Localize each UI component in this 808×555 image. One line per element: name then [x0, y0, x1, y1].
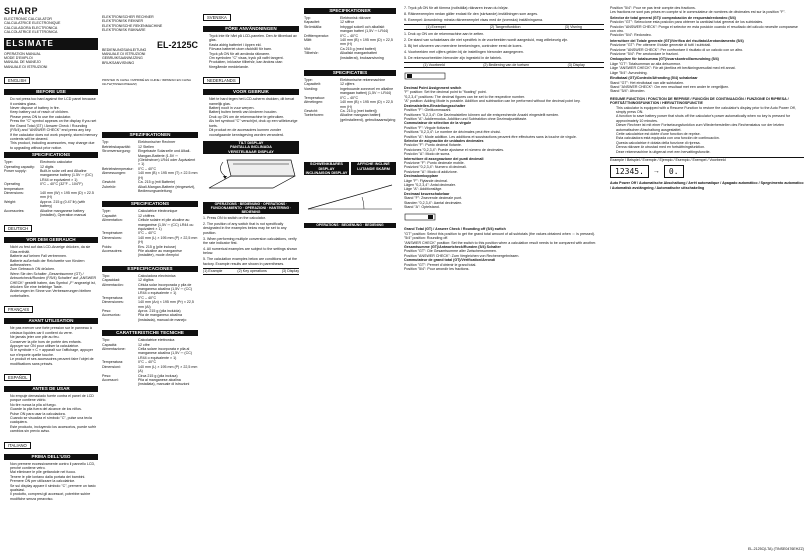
operations-legend: (1) Example (2) Key operations (3) Display	[203, 269, 299, 274]
spec-heading-fr: SPECIFICATIONS	[102, 201, 198, 207]
list-item: • Druk op ON om de rekenmachine te gebruiken.	[209, 115, 299, 119]
auto-power-off-label: Auto Power Off / Automatische Abschaltung / Arrêt automatique / Apagado automático / Spegnimento automatico / Automatisk avstängning / Automatische uitschakeling	[610, 181, 804, 190]
footer-code: EL-2125C(LTA) (TINSE0476EHZZ)	[748, 546, 804, 551]
list-item: • Press the "C" symbol appears on the display if you set the Grand Total (GT) / Answer Check / Rounding (F/5/4) and "ANSWER CHECK" end press any key.	[10, 119, 98, 132]
list-item: • Questa calcolatrice è dotata della funzione di ripresa.	[616, 141, 804, 145]
column-5	[404, 6, 604, 551]
operations-col-labels: OPERATIONS · BEDIENUNG · BEDIENING	[304, 223, 396, 227]
tilt-display-label: TILT DISPLAY PANTALLA INCLINADA VERSTELBAAR DISPLAY	[203, 141, 299, 154]
nl-heading: VOOR GEBRUIK	[203, 89, 299, 95]
sv-heading: FÖRE ANVÄNDNINGEN	[203, 26, 299, 32]
legend-nl: (1) Voorbeeld (2) Bediening van de toetsen (3) Display	[404, 62, 604, 68]
list-item: • Il prodotto, compresi gli accessori, potrebbe subire modifiche senza preavviso.	[10, 492, 98, 501]
spec-table-it: Tipo: Calcolatrice elettronica Capacità: 12 cifre Alimentazione: Cella solare incorporata e pila al manganese alcalina (1,5V ⎓ (CC) LR44 o equivalente × 1) Temperatura: 0°C – 40°C Dimensioni: 140 mm (L) × 195 mm (P) × 22,5 mm (A) Peso: Circa 215 g (pila inclusa) Accessori: Pila al manganese alcalina (installata), manuale di istruzioni	[102, 338, 198, 387]
list-item: • No tire nunca la pila al fuego.	[10, 403, 98, 407]
spec-table-es: Tipo: Calculadora electrónica Capacidad: 12 dígitos Alimentación: Célula solar incorporada y pila de manganeso alcalina (1,5V ⎓ (CC) LR44 o equivalente × 1) Temperatura: 0°C – 40°C Dimensiones: 140 mm (An) × 195 mm (Pr) × 22,5 mm (Al) Peso: Aprox. 215 g (pila incluida) Accesorios: Pila de manganeso alcalina (instalada), manual de manejo	[102, 273, 194, 322]
tilt-label-fr: AFFICHE INCLINÉ LUTANDE SKÄRM	[351, 162, 396, 175]
operations-text: 1. Press ON to switch on the calculator. 2. The position of any switch that is not specifically designated in the examples below may be set to any position. 3. When performing multiple conversion calculations, verify the rate indicator first. 4. All numerical examples are subject to the settings shown below. 5. The calculation examples below are conditions set at the factory. Example results are shown in parentheses.	[203, 216, 298, 266]
list-item: • Pulse ON para usar la calculadora.	[10, 412, 98, 416]
spec-table-nl: Type: Elektronische rekenmachine Capaciteit: 12 cijfers Voeding: Ingebouwde zonnecel en alkaline mangaan batterij (1,5V ⎓ LR44) Temperatuur: 0°C – 40°C Afmetingen: 140 mm (B) × 195 mm (D) × 22,5 mm (H) Gewicht: Ca. 215 g (met batterij) Toebehoren: Alkaline mangaan batterij (geïnstalleerd), gebruiksaanwijzing	[304, 78, 396, 122]
lang-tag-nederlands: NEDERLANDS	[203, 77, 240, 84]
list-item: • Produkten, inklusive tillbehör, kan ändras utan föregående meddelande.	[209, 60, 299, 69]
column-1	[4, 6, 98, 551]
list-item: • Batterie auf keinen Fall verbrennen.	[10, 254, 98, 258]
operations-header: OPERATIONS · BEDIENUNG · OPERATIONS · FUNCIONAMIENTO · OPERAZIONI · HANTERING · BEDIENING	[203, 202, 299, 214]
calc-display-after: 0.	[664, 165, 684, 178]
list-item: • Premere ON per utilizzare la calcolatrice.	[10, 479, 98, 483]
before-use-heading: BEFORE USE	[4, 89, 98, 95]
lang-tag-svenska: SVENSKA	[203, 14, 231, 21]
gt-switch-lines: "GT" position: Select this position to get the grand total amount of all subtotals (the values obtained when ＝ is pressed). "5/4" position: Rounding off. "ANSWER CHECK" position: Set the switch to this position when a calculation result needs to be compared with another. Gesamtsumme (GT)/Antwortcheck/Runden (5/4) Schalter Position "GT": Die Gesamtsumme aller Zwischensummen. Position "ANSWER CHECK": Zum Vergleichen von Rechenergebnissen. Commutateur de grand total (GT)/Vérification/Arrondi Position "GT": Permet d'obtenir le grand total. Position "5/4": Pour arrondir les fractions.	[404, 231, 597, 272]
model-number: EL-2125C	[156, 40, 198, 50]
lang-tag-francais: FRANÇAIS	[4, 306, 33, 313]
list-item: • Förvara batteriet utom räckhåll för barn.	[209, 47, 299, 51]
list-item: • Se sul display appare il simbolo "C", premere un tasto qualsiasi.	[10, 484, 98, 493]
decimal-switch-title: Decimal Point Assignment switch	[404, 86, 462, 91]
list-item: • This product, including accessories, may change due to upgrading without prior notice.	[10, 141, 98, 150]
list-item: • Si le symbole « C » apparaît sur l'affichage, appuyer sur n'importe quelle touche.	[10, 348, 98, 357]
list-item: • A function to save battery power that shuts off the calculator's power automatically when no key is pressed for approximately 10 minutes.	[616, 114, 804, 123]
it-heading: PRIMA DELL'USO	[4, 454, 98, 460]
titles-right: ELEKTRONISCHER RECHNER ELEKTRONISK REKNER ELEKTRONISCHE REKENMACHINE ELEKTRONISK RÄKNARE	[102, 15, 163, 33]
decimal-switch-icon	[404, 71, 464, 81]
arrow-right-icon: →	[652, 168, 660, 176]
list-item: • Dieser Rechner ist mit einer Fortsetzungsfunktion zum Wiederherstellen des Rechenstatus vor der letzten automatischen Abschaltung ausgestattet.	[616, 123, 804, 132]
calc-display-before: 12345.	[610, 165, 649, 178]
list-item: • Appuyer sur ON pour utiliser la calculatrice.	[10, 344, 98, 348]
list-item: • Änderungen im Sinne von Verbesserungen bleiben vorbehalten.	[10, 289, 98, 298]
list-item: • Batterij buiten bereik van kinderen houden.	[209, 110, 299, 114]
list-item: • Denna räknare är utrustad med en fortsättningsfunktion.	[616, 145, 804, 149]
list-item: • Ne pas exercer une forte pression sur le panneau à cristaux liquides car il contient du verre.	[10, 326, 98, 335]
list-item: • Guarde la pila fuera del alcance de los niños.	[10, 407, 98, 411]
list-item: • Dit product en de accessoires kunnen zonder voorafgaande kennisgeving worden veranderd.	[209, 128, 299, 137]
intro-text-nl: 1. Druk op ON om de rekenmachine aan te zetten. 2. De stand van schakelaars die niet specifiek in de voorbeelden wordt aangeduid, mag willekeurig zijn. 3. Bij het uitvoeren van meerdere berekeningen, controleer eerst de koers. 4. Voorbeelden met cijfers gelden bij de instellingen hieronder aangegeven. 5. De rekenvoorbeelden hieronder zijn ingesteld in de fabriek.	[404, 32, 569, 60]
spec-heading-nl: SPECIFICATIES	[304, 70, 396, 76]
es-list	[4, 394, 98, 434]
list-item: • Mai eliminare le pile gettandole nel fuoco.	[10, 470, 98, 474]
example-row	[610, 165, 804, 178]
tilt-labels-row	[304, 162, 396, 175]
list-item: • Zum Gebrauch ON drücken.	[10, 267, 98, 271]
list-item: • Tryck inte för hårt på LCD-panelen. Den är tillverkad av glas.	[209, 34, 299, 43]
spec-heading-de: SPEZIFIKATIONEN	[102, 132, 198, 138]
resume-title: RESUME FUNCTION / FONCTION DE REPRISE / FUNCIÓN DE CONTINUACIÓN / FUNZIONE DI RIPRESA / FORTSÄTTNINGSFUNKTION / HERVATTINGSFUNCTIE	[610, 96, 789, 106]
rounding-lines: Position "5/4": Pour ne pas tenir compte des fractions. Les fractions ne sont pas prises en compte si le commutateur de nombres de décimales est sur la position "F". Selector de total general (GT)/ comprobación de respuesta/redondeo (5/4) Posición "GT": Seleccione esta posición para obtener la cantidad total general de los subtotales. Posición "ANSWER CHECK": Ponga el selector en esta posición cuando el resultado del cálculo necesite compararse con otro. Posición "5/4": Redondeo. Interruttore del Totale generale (GT)/Verifica del risultato/Arrotondamento (5/4) Posizione "GT": Per ottenere il totale generale di tutti i subtotali. Posizione "ANSWER CHECK": Per confrontare il risultato di un calcolo con un altro. Posizione "5/4": Per arrotondare le frazioni. Omkopplare för totalsumma (GT)/svarskontroll/avrundning (5/4) Läge "GT": Totalsumman av alla delsummor. Läge "ANSWER CHECK": För att jämföra ett beräkningsresultat med ett annat. Läge "5/4": Avrundning. Eindtotaal (GT)/Controle/Afronding (5/4) schakelaar Stand "GT": Het eindtotaal van alle subtotalen. Stand "ANSWER CHECK": Om een resultaat met een ander te vergelijken. Stand "5/4": Afronden.	[610, 6, 798, 94]
list-item: • Cuando se visualiza el símbolo "C", pulse una tecla cualquiera.	[10, 416, 98, 425]
list-item: • Niet te hard tegen het LCD-scherm drukken, dit bevat namelijk glas.	[209, 97, 299, 106]
column-6	[610, 6, 804, 551]
lang-tag-english: ENGLISH	[4, 77, 30, 84]
legend-sv: (1) Exempel (2) Tangentfunktion (3) Visning	[404, 24, 604, 30]
spec-table-de: Typ: Elektronischer Rechner Betriebskapazität: 12 Stellen Stromversorgung: Eingebaute Solarzelle und Alkali-Mangan-Batterie (1.5V ⎓ (Gleichstrom) LR44 oder Äquivalent × 1) Betriebstemperatur: 0°C – 40°C Abmessungen: 140 mm (B) × 195 mm (T) × 22.5 mm (H) Gewicht: Ca. 215 g (mit Batterie) Zubehör: Alkali-Mangan-Batterie (eingesetzt), Bedienungsanleitung	[102, 140, 198, 193]
list-item: • Non premere eccessivamente contro il pannello LCD, perché contiene vetro.	[10, 462, 98, 471]
list-item: • Cette calculatrice est dotée d'une fonction de reprise.	[616, 132, 804, 136]
list-item: • Please press ON to use the calculator.	[10, 115, 98, 119]
resume-list	[610, 106, 804, 154]
lang-tag-italiano: ITALIANO	[4, 442, 31, 449]
list-item: • No empuje demasiado fuerte contra el panel de LCD porque contiene vidrio.	[10, 394, 98, 403]
list-item: • Tryck på ON för att använda räknaren.	[209, 52, 299, 56]
titles-left: ELECTRONIC CALCULATOR CALCULATRICE ELECTRONIQUE CALCULADORA ELECTRONICA CALCOLATRICE ELETTRONICA	[4, 17, 61, 35]
column-4	[304, 6, 396, 551]
list-item: • Conserver la pile hors de portée des enfants.	[10, 340, 98, 344]
spec-heading-en: SPECIFICATIONS	[4, 152, 98, 158]
list-item: • Wenn Sie den Schalter „Gesamtsumme (GT) / Antwortcheck/Runden (F/5/4) Schalter“ auf „ANSWER CHECK“ gestellt haben, das Symbol „F“ angezeigt ist, drücken Sie eine beliebige Taste.	[10, 272, 98, 290]
list-item: • Batterij nooit in vuur werpen.	[209, 106, 299, 110]
list-item: • Tenere le pile lontano dalla portata dei bambini.	[10, 475, 98, 479]
list-item: • Esta calculadora está equipada con una función de continuación.	[616, 136, 804, 140]
lang-tag-espanol: ESPAÑOL	[4, 374, 31, 381]
spec-table-fr: Type: Calculatrice électronique Capacité: 12 chiffres Alimentation: Cellule solaire et pile alcaline au manganèse (1,5V ⎓ (CC) LR44 ou équivalent × 1) Température: 0°C – 40°C Dimensions: 140 mm (L) × 195 mm (P) × 22,5 mm (H) Poids: Env. 215 g (pile incluse) Accessoires: Pile alcaline au manganèse (installée), mode d'emploi	[102, 209, 198, 258]
lang-tag-deutsch: DEUTSCH	[4, 225, 32, 232]
list-item: • Ne jamais jeter une pile au feu.	[10, 335, 98, 339]
list-item: • Deze rekenmachine is uitgerust met een hervattingsfunctie.	[616, 150, 804, 154]
spec-heading-sv: SPECIFIKATIONER	[304, 8, 396, 14]
spec-heading-es: ESPECIFICACIONES	[102, 266, 198, 272]
printed-note: PRINTED IN CHINA / IMPRIMÉ EN CHINE / IMPRESO EN CHINA 01LTW(TINSE0476EHZZ)	[102, 78, 192, 86]
example-label: Example / Beispiel / Exemple / Ejemplo / Esempio / Exempel / Voorbeeld	[610, 157, 804, 162]
list-item: • Om symbolen "C" visas, tryck på valfri tangent.	[209, 56, 299, 60]
list-item: • Le produit et ses accessoires peuvent faire l'objet de modifications sans préavis.	[10, 357, 98, 366]
tilt-label-de: SCHWENKBARES DISPLAY INCLINAISON DISPLAY	[305, 162, 348, 175]
column-3	[203, 6, 299, 551]
nl-list	[203, 97, 299, 137]
list-item: • Never dispose of battery in fire.	[10, 106, 98, 110]
list-item: • Nicht zu fest auf das LCD-Anzeige drücken, da sie Glas enthält.	[10, 245, 98, 254]
product-logo: ELSIMATE	[4, 38, 98, 50]
list-item: • This calculator is equipped with a Resume Function to restore the calculator's display prior to the Auto Power Off, simply press ON.	[616, 106, 804, 115]
de-heading: VOR DEM GEBRAUCH	[4, 237, 98, 243]
column-2	[102, 6, 198, 551]
fr-list	[4, 326, 98, 366]
sv-list	[203, 34, 299, 69]
list-item: • If the calculator does not work properly, stored memory contents will be cleared.	[10, 133, 98, 142]
spec-table-sv: Typ: Elektronisk räknare Kapacitet: 12 siffror Strömkälla: Inbyggd solcell och alkaliskt mangan batteri (1,5V ⎓ LR44) Drifttemperatur: 0°C – 40°C Mått: 140 mm (B) × 195 mm (D) × 22,5 mm (H) Vikt: Ca 215 g (med batteri) Tillbehör: Alkaliskt manganbatteri (installerat), bruksanvisning	[304, 16, 393, 60]
intro-text: 7. Tryck på ON för att tömma (nollställa) räknaren innan du börjar. 8. Räkneexemplen nedan gäller endast för den (skrivande) inställningen som anges. 9. Exempel: Avrundning: minsta räkneexemplet visas med de (svenska) inställningarna.	[404, 6, 543, 22]
calculator-angle-illustration	[304, 175, 396, 215]
list-item: • Batterie außerhalb der Reichweite von Kindern aufbewahren.	[10, 259, 98, 268]
spec-table-en: Type: Electronic calculator Operating capacity: 12 digits Power supply: Built-in solar cell and Alkaline manganese battery (1.5V ⎓ (DC) LR44 or equivalent × 1) Operating temperature: 0°C – 40°C (32°F – 104°F) Dimensions: 140 mm (W) × 195 mm (D) × 22.5 mm (H) Weight: Approx. 215 g (0.47 lb) (with battery) Accessories: Alkaline manganese battery (installed), Operation manual	[4, 160, 94, 217]
brand-logo: SHARP	[4, 6, 39, 16]
es-heading: ANTES DE USAR	[4, 386, 98, 392]
list-item: • Als het symbool "C" verschijnt, druk op een willekeurige toets.	[209, 119, 299, 128]
list-item: • Kasta aldrig batteriet i öppen eld.	[209, 43, 299, 47]
decimal-switch-lines: "F" position: Set the decimal point to "floating" point. "0,2,3,4" positions: The decimal figures can be set to the respective number. "A" position: Adding Mode is possible. Addition and subtraction can be performed without the decimal point key. Dezimalstellen-Einstellungsschalter Position "F": Gleitkommazahl. Positionen "0,2,3,4": Die Dezimalstellen können auf die entsprechende Anzahl eingestellt werden. Position "A": Addiermodus. Addition und Subtraktion ohne Dezimalpunkttaste. Commutateur de sélection de la virgule Position "F": Virgule flottante. Positions "0,2,3,4": Le nombre de décimales peut être choisi. Position "A": Mode addition. Les additions et soustractions peuvent être effectuées sans la touche de virgule. Selector de asignación de unidades decimales Posición "F": Punto decimal flotante. Posiciones "0,2,3,4": Puede ajustarse el número de decimales. Posición "A": Modo de suma. Interruttore di assegnazione dei punti decimali Posizione "F": Punto decimale mobile. Posizioni "0,2,3,4": Numero di decimali. Posizione "A": Modo di addizione. Decimalomkopplare Läge "F": Flytande decimal. Lägen "0,2,3,4": Antal decimaler. Läge "A": Additionsläge. Decimaal keuzeschakelaar Stand "F": Zwevende decimale punt. Standen "0,2,3,4": Aantal decimalen. Stand "A": Optelstand.	[404, 90, 581, 210]
manuals-left: OPERATION MANUAL MODE D'EMPLOI MANUAL DE MANEJO MANUALE DI ISTRUZIONI	[4, 51, 48, 69]
it-list	[4, 462, 98, 502]
before-use-list	[4, 97, 98, 150]
gt-switch-title: Grand Total (GT) / Answer Check / Rounding off (5/4) switch	[404, 227, 506, 232]
fr-heading: AVANT UTILISATION	[4, 318, 98, 324]
manuals-right: BEDIENUNGSANLEITUNG MANUALE DI ISTRUZIONI GEBRUIKSAANWIJZING BRUKSANVISNING	[102, 47, 147, 65]
de-list	[4, 245, 98, 298]
calculator-tilt-illustration	[203, 154, 299, 194]
list-item: • Este producto, incluyendo los accesorios, puede sufrir cambios sin previo aviso.	[10, 425, 98, 434]
gt-switch-icon	[404, 212, 464, 222]
list-item: • Keep battery out of reach of children.	[10, 110, 98, 114]
list-item: • Do not press too hard against the LCD panel because it contains glass.	[10, 97, 98, 106]
spec-heading-it: CARATTERISTICHE TECNICHE	[102, 330, 198, 336]
